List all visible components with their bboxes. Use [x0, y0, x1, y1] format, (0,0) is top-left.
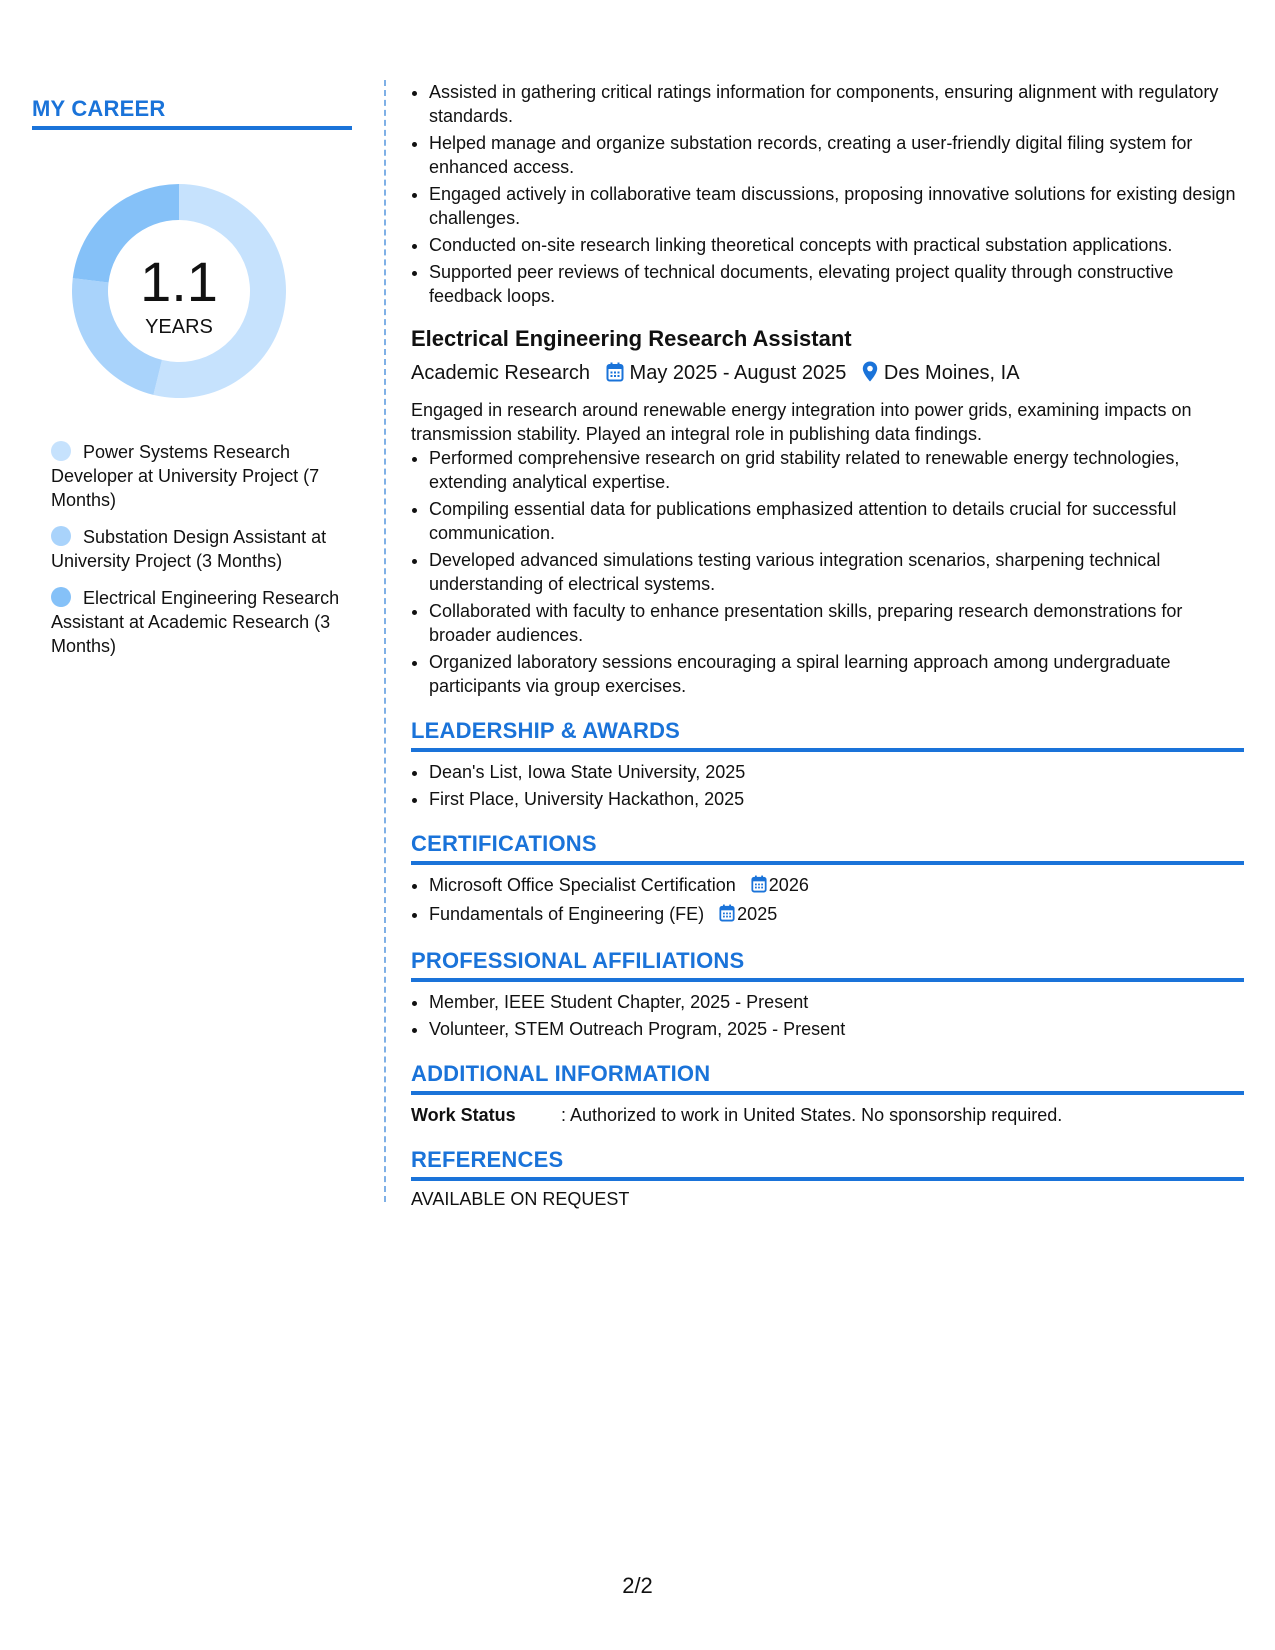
list-item	[429, 902, 1244, 928]
list-item: • Performed comprehensive research on grid stability related to renewable energy technologies, extending analytical expertise.	[429, 446, 1244, 494]
total-years-value: 1.1	[140, 250, 218, 313]
list-item: • Conducted on-site research linking theoretical concepts with practical substation applications.	[429, 233, 1244, 257]
legend-item	[51, 440, 341, 512]
additional-info-section	[411, 1061, 1244, 1127]
certification-name: Microsoft Office Specialist Certification	[429, 875, 736, 895]
work-status-label: Work Status	[411, 1105, 516, 1125]
affiliations-section	[411, 948, 1244, 1041]
list-item	[429, 873, 1244, 899]
legend-label: Electrical Engineering Research Assistant at Academic Research (3 Months)	[51, 588, 340, 656]
calendar-icon	[719, 904, 735, 928]
location-pin-icon	[862, 361, 878, 389]
list-item: • Organized laboratory sessions encouraging a spiral learning approach among undergraduate participants via group exercises.	[429, 650, 1244, 698]
references-title: REFERENCES	[411, 1147, 1244, 1181]
job-description: Engaged in research around renewable energy integration into power grids, examining impacts on transmission stability. Played an integral role in publishing data findings.	[411, 400, 1192, 444]
job-meta	[411, 360, 1244, 389]
list-item: • Volunteer, STEM Outreach Program, 2025 - Present	[429, 1017, 1244, 1041]
affiliations-title: PROFESSIONAL AFFILIATIONS	[411, 948, 1244, 982]
certifications-list	[411, 873, 1244, 928]
donut-center	[64, 176, 294, 406]
additional-info-title: ADDITIONAL INFORMATION	[411, 1061, 1244, 1095]
certification-name: Fundamentals of Engineering (FE)	[429, 904, 705, 924]
list-item: • First Place, University Hackathon, 2025	[429, 787, 1244, 811]
calendar-icon	[606, 362, 624, 389]
leadership-section	[411, 718, 1244, 811]
list-item: • Compiling essential data for publications emphasized attention to details crucial for successful communication.	[429, 497, 1244, 545]
affiliations-list	[411, 990, 1244, 1041]
legend-item	[51, 586, 341, 658]
previous-job-bullets	[411, 80, 1244, 308]
certifications-section	[411, 831, 1244, 928]
calendar-icon	[751, 875, 767, 899]
career-donut-chart	[64, 176, 294, 406]
leadership-title: LEADERSHIP & AWARDS	[411, 718, 1244, 752]
job-dates: May 2025 - August 2025	[629, 362, 847, 384]
job-bullets	[411, 446, 1244, 698]
list-item: • Collaborated with faculty to enhance presentation skills, preparing research demonstrations for broader audiences.	[429, 599, 1244, 647]
list-item: • Assisted in gathering critical ratings information for components, ensuring alignment with regulatory standards.	[429, 80, 1244, 128]
list-item: • Supported peer reviews of technical documents, elevating project quality through constructive feedback loops.	[429, 260, 1244, 308]
references-section	[411, 1147, 1244, 1210]
legend-dot-icon	[51, 441, 71, 461]
work-status-value: : Authorized to work in United States. No sponsorship required.	[561, 1105, 1063, 1125]
list-item: • Engaged actively in collaborative team discussions, proposing innovative solutions for existing design challenges.	[429, 182, 1244, 230]
legend-dot-icon	[51, 526, 71, 546]
total-years-unit: YEARS	[145, 316, 213, 338]
legend-dot-icon	[51, 587, 71, 607]
list-item: • Helped manage and organize substation records, creating a user-friendly digital filing system for enhanced access.	[429, 131, 1244, 179]
certifications-title: CERTIFICATIONS	[411, 831, 1244, 865]
certification-year: 2026	[768, 875, 809, 895]
work-status-row	[411, 1103, 1244, 1127]
list-item: • Developed advanced simulations testing various integration scenarios, sharpening technical understanding of electrical systems.	[429, 548, 1244, 596]
job-organization: Academic Research	[411, 362, 590, 384]
column-divider	[384, 80, 386, 1202]
main-content	[411, 80, 1244, 1210]
legend-item	[51, 525, 341, 573]
page-number: 2/2	[622, 1573, 653, 1598]
certification-year: 2025	[737, 904, 778, 924]
job-location: Des Moines, IA	[883, 362, 1020, 384]
career-section-title: MY CAREER	[32, 96, 352, 130]
legend-label: Power Systems Research Developer at University Project (7 Months)	[51, 442, 320, 510]
list-item: • Member, IEEE Student Chapter, 2025 - Present	[429, 990, 1244, 1014]
references-text: AVAILABLE ON REQUEST	[411, 1189, 630, 1209]
leadership-list	[411, 760, 1244, 811]
career-legend	[51, 440, 341, 658]
job-title: Electrical Engineering Research Assistant	[411, 326, 852, 351]
list-item: • Dean's List, Iowa State University, 2025	[429, 760, 1244, 784]
career-sidebar	[32, 96, 352, 671]
legend-label: Substation Design Assistant at University Project (3 Months)	[51, 527, 327, 571]
